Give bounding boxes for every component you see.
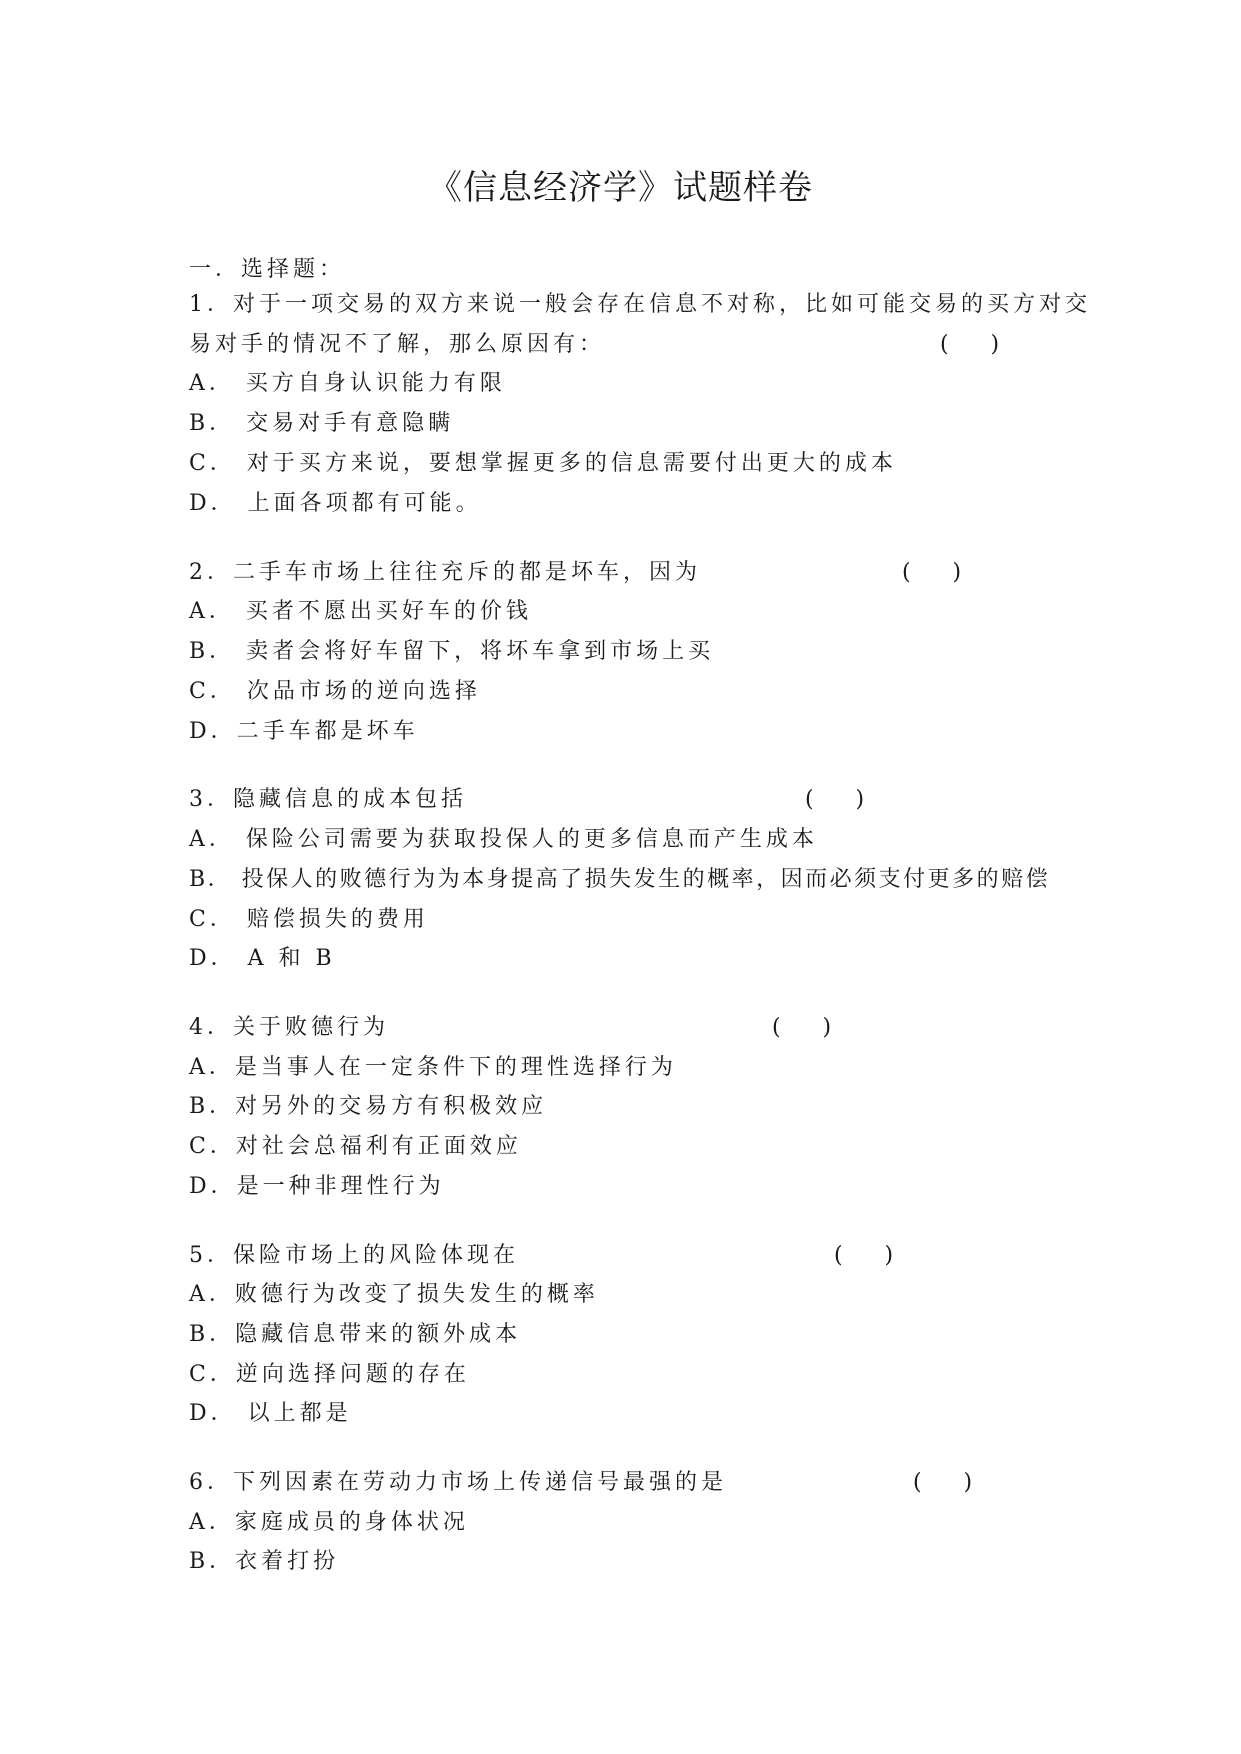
question-6-option-b: B．衣着打扮 — [189, 1549, 340, 1574]
question-3-option-b: B． 投保人的败德行为为本身提高了损失发生的概率，因而必须支付更多的赔偿 — [189, 867, 1051, 892]
question-1-option-c: C． 对于买方来说，要想掌握更多的信息需要付出更大的成本 — [189, 451, 897, 476]
question-2-option-d: D．二手车都是坏车 — [189, 719, 419, 744]
question-1-option-d: D． 上面各项都有可能。 — [189, 491, 482, 516]
section-heading: 一．选择题： — [189, 257, 346, 282]
question-1-option-a: A． 买方自身认识能力有限 — [189, 371, 506, 396]
question-5-stem: 5．保险市场上的风险体现在 — [189, 1243, 519, 1268]
question-2-stem: 2．二手车市场上往往充斥的都是坏车，因为 — [189, 560, 701, 585]
question-6-answer-blank: ( ) — [913, 1470, 973, 1495]
question-1-option-b: B． 交易对手有意隐瞒 — [189, 411, 455, 436]
question-5-option-c: C．逆向选择问题的存在 — [189, 1362, 470, 1387]
question-4-stem: 4．关于败德行为 — [189, 1015, 389, 1040]
question-1-answer-blank: ( ) — [940, 332, 1000, 357]
question-4-option-d: D．是一种非理性行为 — [189, 1174, 445, 1199]
question-5-option-d: D． 以上都是 — [189, 1401, 352, 1426]
question-1-stem-line-1: 1．对于一项交易的双方来说一般会存在信息不对称，比如可能交易的买方对交 — [189, 292, 1091, 317]
question-2-option-a: A． 买者不愿出买好车的价钱 — [189, 599, 532, 624]
exam-title: 《信息经济学》试题样卷 — [428, 168, 813, 208]
question-3-option-d: D． A 和 B — [189, 946, 336, 971]
question-5-option-b: B．隐藏信息带来的额外成本 — [189, 1322, 522, 1347]
question-2-option-c: C． 次品市场的逆向选择 — [189, 679, 481, 704]
question-6-option-a: A．家庭成员的身体状况 — [189, 1510, 469, 1535]
question-4-option-b: B．对另外的交易方有积极效应 — [189, 1094, 548, 1119]
question-3-option-a: A． 保险公司需要为获取投保人的更多信息而产生成本 — [189, 827, 818, 852]
question-4-answer-blank: ( ) — [772, 1015, 832, 1040]
question-3-option-c: C． 赔偿损失的费用 — [189, 907, 429, 932]
question-6-stem: 6．下列因素在劳动力市场上传递信号最强的是 — [189, 1470, 727, 1495]
question-4-option-c: C．对社会总福利有正面效应 — [189, 1134, 522, 1159]
question-5-answer-blank: ( ) — [834, 1243, 894, 1268]
question-3-stem: 3．隐藏信息的成本包括 — [189, 787, 467, 812]
question-2-answer-blank: ( ) — [902, 560, 962, 585]
question-2-option-b: B． 卖者会将好车留下，将坏车拿到市场上买 — [189, 639, 715, 664]
question-3-answer-blank: ( ) — [805, 787, 865, 812]
question-1-stem-line-2: 易对手的情况不了解，那么原因有： — [189, 332, 606, 357]
question-5-option-a: A．败德行为改变了损失发生的概率 — [189, 1282, 599, 1307]
question-4-option-a: A．是当事人在一定条件下的理性选择行为 — [189, 1055, 677, 1080]
